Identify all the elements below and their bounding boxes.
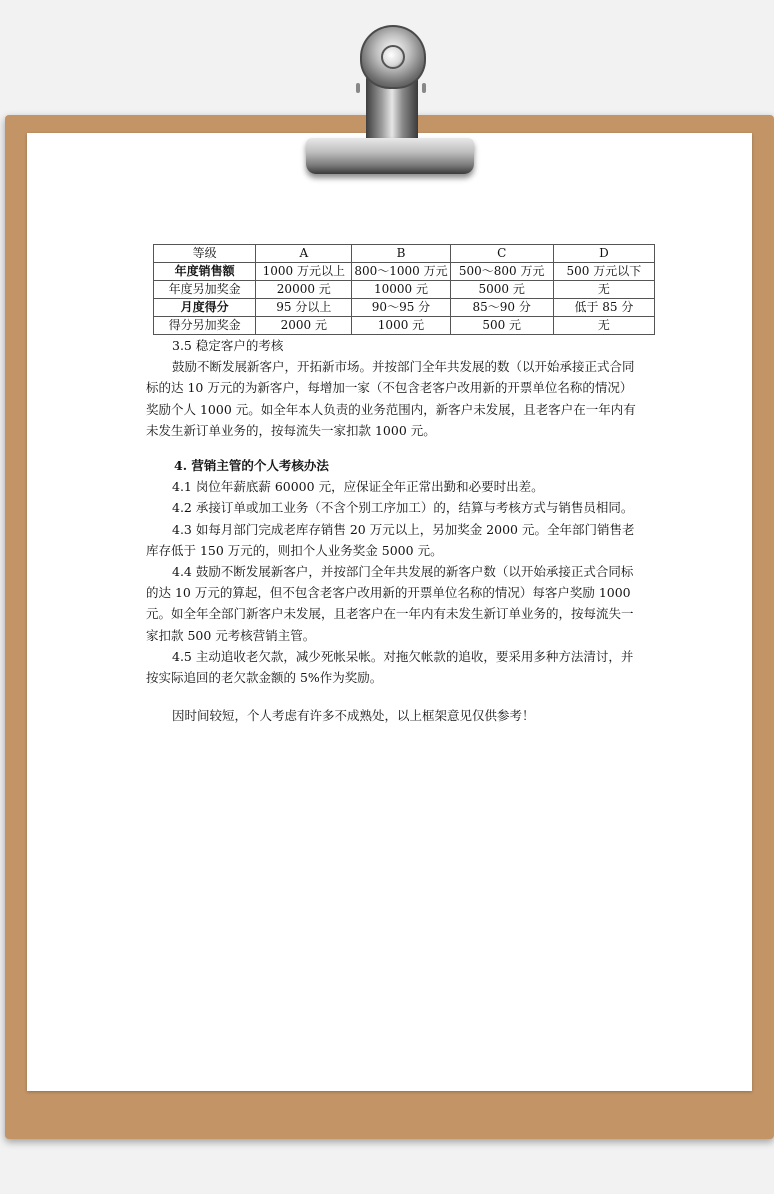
spacer	[146, 688, 643, 705]
table-cell: C	[450, 245, 553, 263]
grade-table	[153, 244, 655, 335]
table-cell: 90～95 分	[352, 299, 450, 317]
table-cell: B	[352, 245, 450, 263]
binder-clip-icon	[304, 25, 478, 177]
table-cell: 10000 元	[352, 281, 450, 299]
table-cell: 2000 元	[256, 317, 352, 335]
table-row	[154, 299, 655, 317]
table-row	[154, 281, 655, 299]
section-4-item: 4.1 岗位年薪底薪 60000 元，应保证全年正常出勤和必要时出差。	[172, 479, 544, 495]
section-4-item: 4.3 如每月部门完成老库存销售 20 万元以上，另加奖金 2000 元。全年部门销售老库存低于 150 万元的，则扣个人业务奖金 5000 元。	[146, 521, 635, 558]
row-label: 年度另加奖金	[154, 281, 256, 299]
row-label: 得分另加奖金	[154, 317, 256, 335]
table-cell: 85～90 分	[450, 299, 553, 317]
table-cell: 500～800 万元	[450, 263, 553, 281]
section-3-5-body: 鼓励不断发展新客户，开拓新市场。并按部门全年共发展的数（以开始承接正式合同标的达 10 万元的为新客户，每增加一家（不包含老客户改用新的开票单位名称的情况）奖励个人 1000 元。如全年本人负责的业务范围内，新客户未发展，且老客户在一年内有未发生新订单业务的，按每流失一家扣款 1000 元。	[146, 359, 636, 438]
table-row	[154, 317, 655, 335]
closing-remark: 因时间较短，个人考虑有许多不成熟处，以上框架意见仅供参考！	[172, 708, 535, 724]
table-cell: 1000 元	[352, 317, 450, 335]
table-cell: 无	[553, 317, 654, 335]
table-cell: A	[256, 245, 352, 263]
row-label: 年度销售额	[154, 263, 256, 281]
table-cell: 5000 元	[450, 281, 553, 299]
table-row	[154, 263, 655, 281]
table-cell: 低于 85 分	[553, 299, 654, 317]
table-cell: 1000 万元以上	[256, 263, 352, 281]
table-cell: 800～1000 万元	[352, 263, 450, 281]
table-cell: D	[553, 245, 654, 263]
table-header-row	[154, 245, 655, 263]
section-4-heading: 4. 营销主管的个人考核办法	[174, 458, 329, 474]
section-4-item: 4.2 承接订单或加工业务（不含个别工序加工）的，结算与考核方式与销售员相同。	[172, 500, 634, 516]
table-cell: 500 万元以下	[553, 263, 654, 281]
table-cell: 20000 元	[256, 281, 352, 299]
section-3-5-title: 3.5 稳定客户的考核	[172, 338, 284, 353]
document-content	[146, 244, 643, 726]
table-cell: 95 分以上	[256, 299, 352, 317]
section-4-item: 4.4 鼓励不断发展新客户，并按部门全年共发展的新客户数（以开始承接正式合同标的达 10 万元的算起，但不包含老客户改用新的开票单位名称的情况）每客户奖励 1000 元。如全年全部门新客户未发展，且老客户在一年内有未发生新订单业务的，按每流失一家扣款 500 元考核营销主管。	[146, 564, 634, 643]
row-label: 月度得分	[154, 299, 256, 317]
section-4-item: 4.5 主动追收老欠款，减少死帐呆帐。对拖欠帐款的追收，要采用多种方法清讨，并按实际追回的老欠款金额的 5%作为奖励。	[146, 648, 634, 686]
table-cell: 500 元	[450, 317, 553, 335]
table-cell: 无	[553, 281, 654, 299]
table-cell: 等级	[154, 245, 256, 263]
